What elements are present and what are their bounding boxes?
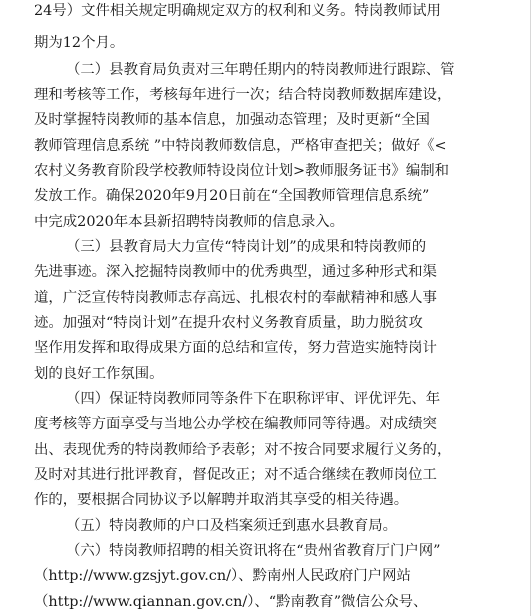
text-line-9: 中完成2020年本县新招聘特岗教师的信息录入。 (34, 214, 345, 230)
text-line-11: 先进事迹。深入挖掘特岗教师中的优秀典型，通过多种形式和渠 (34, 264, 437, 280)
text-line-12: 道，广泛宣传特岗教师志存高远、扎根农村的奉献精神和感人事 (34, 290, 437, 306)
text-line-3: （二）县教育局负责对三年聘任期内的特岗教师进行跟踪、管 (66, 62, 455, 78)
text-line-15: 划的良好工作氛围。 (34, 366, 164, 382)
text-line-22: （六）特岗教师招聘的相关资讯将在“贵州省教育厅门户网” (66, 543, 441, 559)
text-line-19: 及时对其进行批评教育，督促改正；对不适合继续在教师岗位工 (34, 467, 437, 483)
text-line-5: 及时掌握特岗教师的基本信息，加强动态管理；及时更新“全国 (34, 112, 430, 128)
text-line-20: 作的，要根据合同协议予以解聘并取消其享受的相关待遇。 (34, 492, 409, 508)
text-line-17: 度考核等方面享受与当地公办学校在编教师同等待遇。对成绩突 (34, 416, 437, 432)
text-line-16: （四）保证特岗教师同等条件下在职称评审、评优评先、年 (66, 391, 441, 407)
text-line-10: （三）县教育局大力宣传“特岗计划”的成果和特岗教师的 (66, 239, 427, 255)
text-line-6: 教师管理信息系统 ”中特岗教师数信息，严格审查把关；做好《< (34, 138, 447, 154)
text-line-24: （http://www.qiannan.gov.cn/）、“黔南教育”微信公众号、 (34, 594, 428, 610)
text-line-14: 坚作用发挥和取得成果方面的总结和宣传，努力营造实施特岗计 (34, 340, 437, 356)
text-line-7: 农村义务教育阶段学校教师特设岗位计划>教师服务证书》编制和 (34, 163, 449, 179)
text-line-8: 发放工作。确保2020年9月20日前在“全国教师管理信息系统” (34, 188, 430, 204)
text-line-18: 出、表现优秀的特岗教师给予表彰；对不按合同要求履行义务的， (34, 442, 452, 458)
text-line-21: （五）特岗教师的户口及档案须迁到惠水县教育局。 (66, 518, 397, 534)
text-line-1: 24号）文件相关规定明确规定双方的权利和义务。特岗教师试用 (34, 3, 441, 19)
text-line-23: （http://www.gzsjyt.gov.cn/）、黔南州人民政府门户网站 (34, 568, 411, 584)
text-line-2: 期为12个月。 (34, 35, 125, 51)
text-line-4: 理和考核等工作，考核每年进行一次；结合特岗教师数据库建设， (34, 87, 452, 103)
text-line-13: 迹。加强对“特岗计划”在提升农村义务教育质量，助力脱贫攻 (34, 315, 423, 331)
